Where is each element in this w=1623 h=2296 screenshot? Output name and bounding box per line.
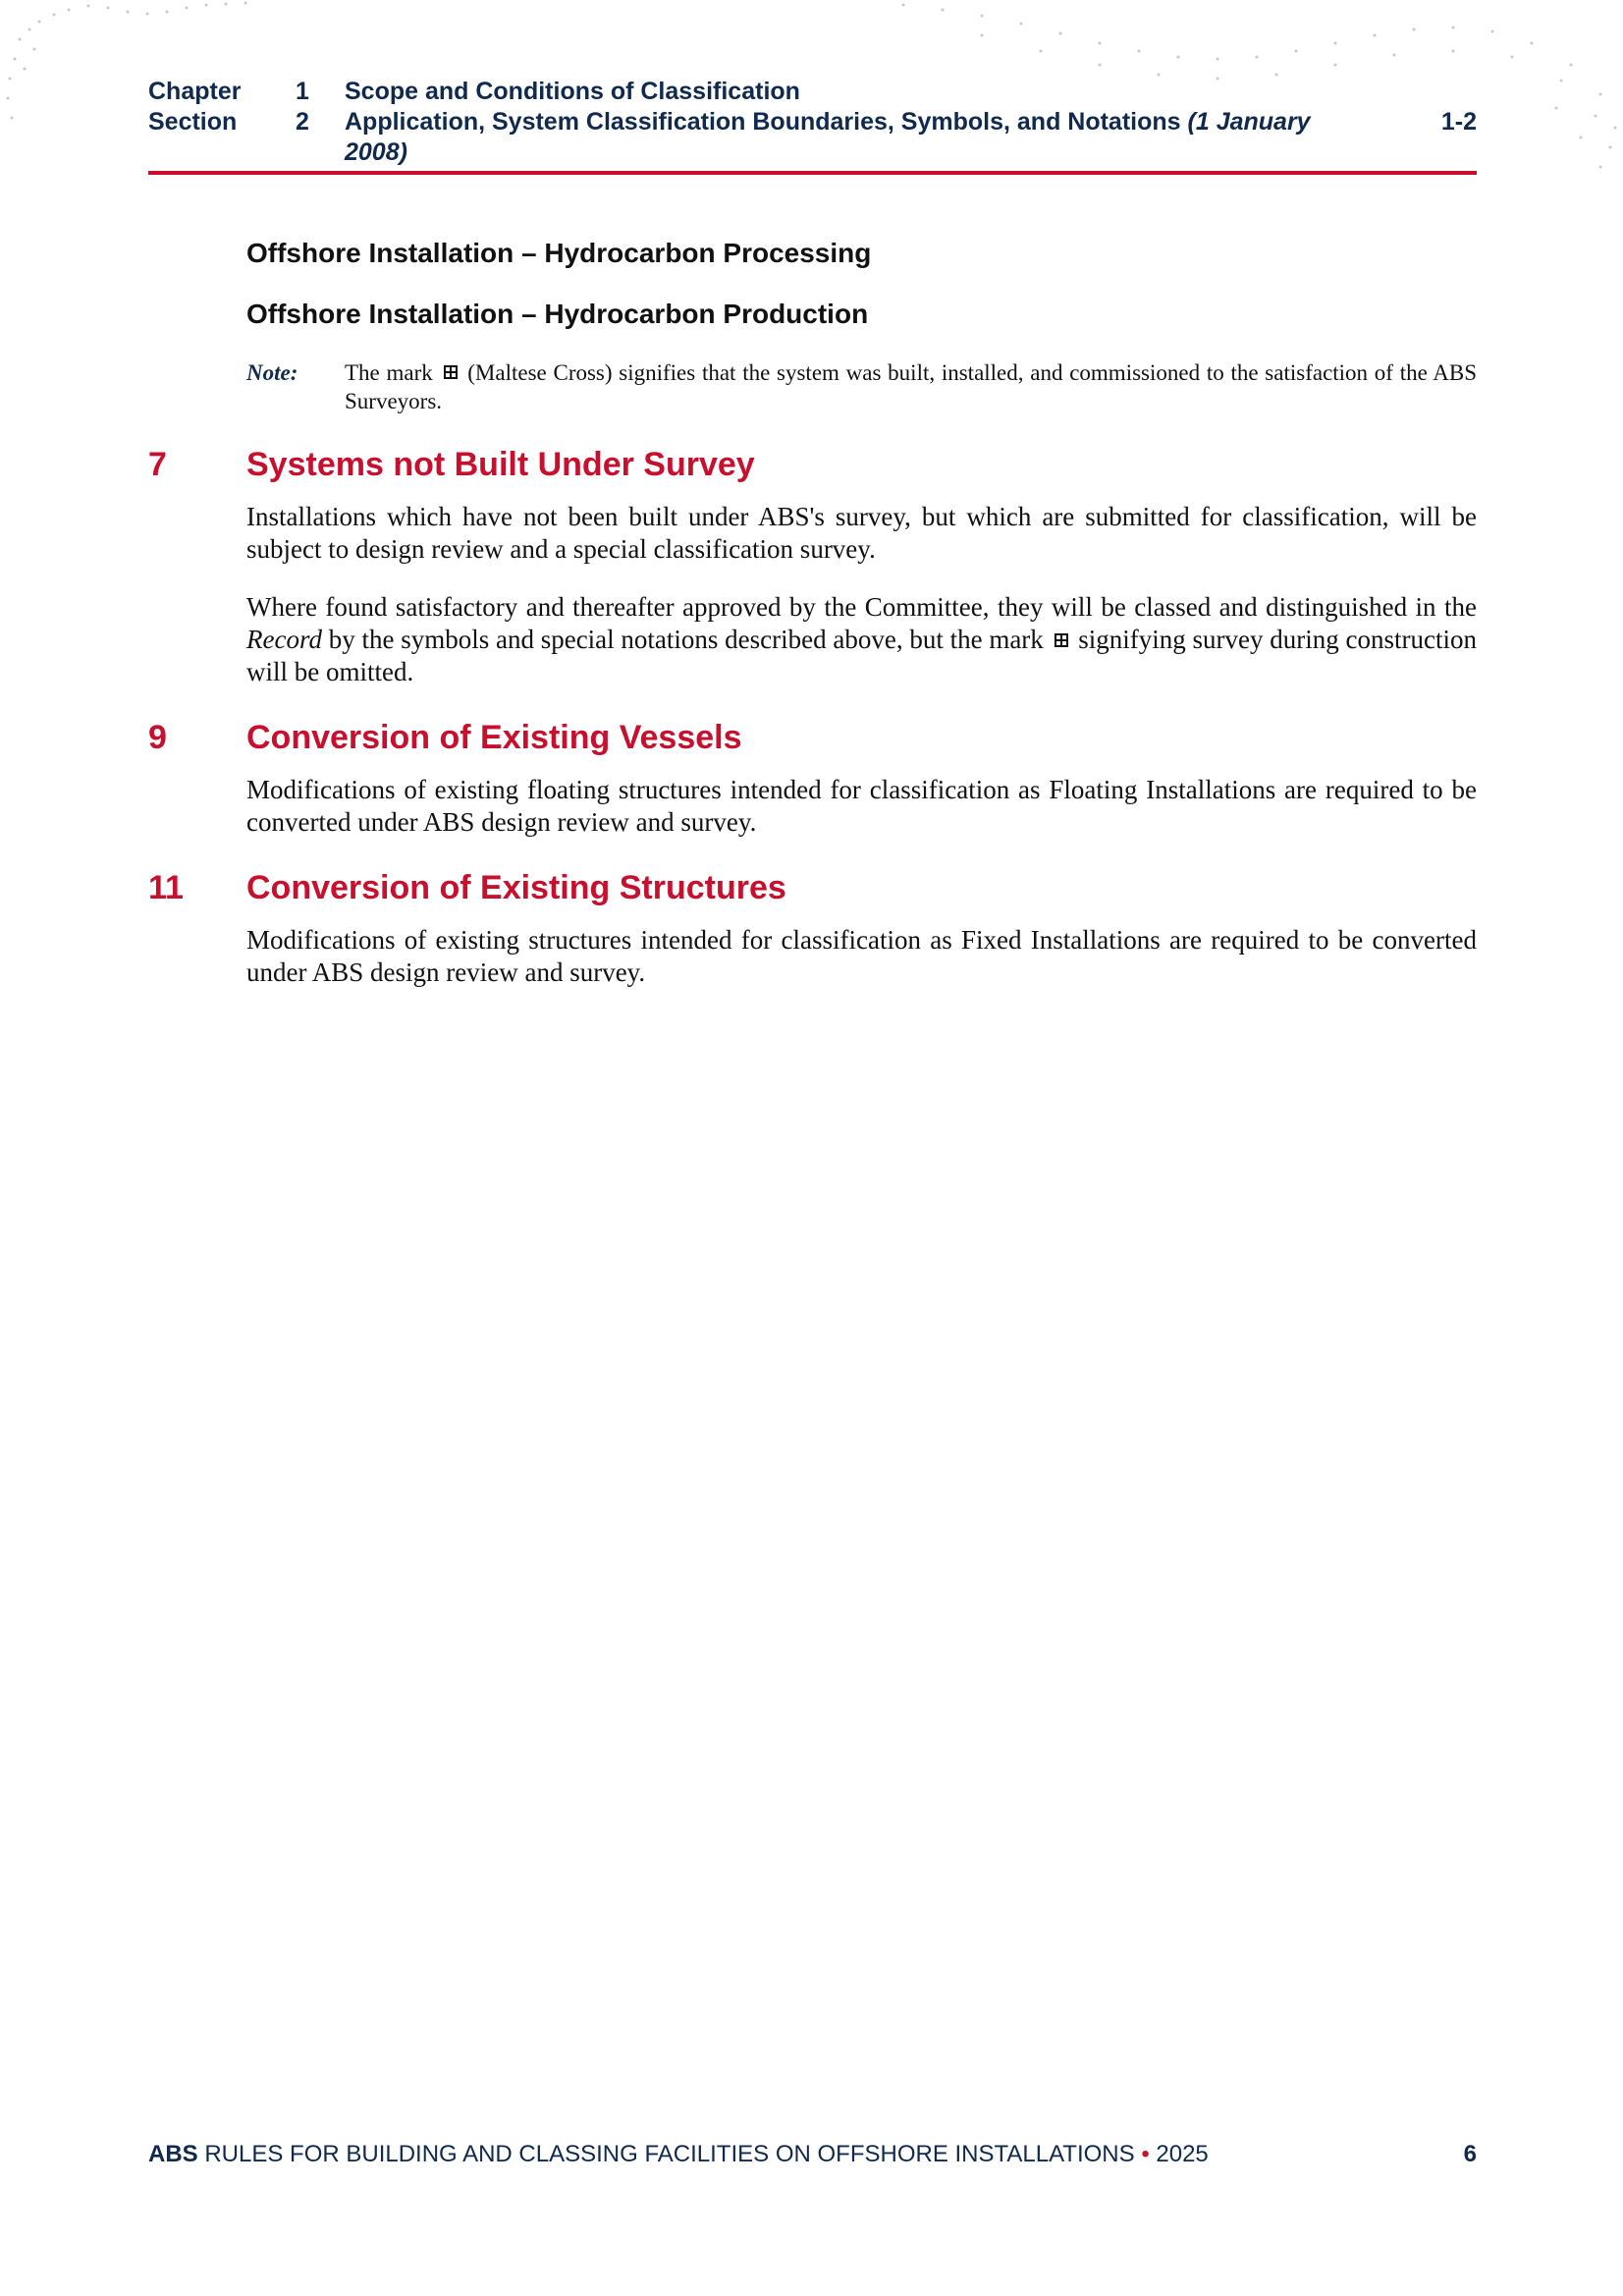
note-block	[246, 358, 1477, 415]
chapter-line	[148, 77, 1477, 107]
record-term: Record	[246, 625, 322, 654]
section-9-number: 9	[148, 719, 167, 756]
chapter-number: 1	[296, 78, 309, 105]
section-number: 2	[296, 108, 309, 136]
section-title-wrap	[345, 107, 1326, 168]
section-line	[148, 107, 1477, 166]
footer-separator: •	[1141, 2141, 1150, 2167]
section-7-p2-part-a: Where found satisfactory and thereafter approved by the Committee, they will be classed and distinguished in the	[246, 592, 1477, 622]
note-label: Note:	[246, 360, 298, 385]
footer-year: 2025	[1156, 2141, 1209, 2167]
page-footer	[148, 2141, 1477, 2168]
footer-title: RULES FOR BUILDING AND CLASSING FACILITIES ON OFFSHORE INSTALLATIONS	[204, 2141, 1135, 2167]
chapter-title: Scope and Conditions of Classification	[345, 78, 800, 105]
section-7-heading	[148, 445, 1477, 484]
section-9	[148, 718, 1477, 839]
chapter-label: Chapter	[148, 78, 242, 105]
section-9-title: Conversion of Existing Vessels	[246, 719, 742, 756]
note-text-end: (Maltese Cross) signifies that the system was built, installed, and commissioned to the satisfaction of the ABS Surveyors.	[345, 360, 1478, 413]
header-divider	[148, 171, 1477, 175]
section-11-title: Conversion of Existing Structures	[246, 869, 786, 906]
section-11-number: 11	[148, 869, 184, 906]
subheading-production: Offshore Installation – Hydrocarbon Production	[246, 299, 869, 329]
footer-brand: ABS	[148, 2141, 198, 2167]
maltese-cross-icon	[444, 365, 458, 379]
section-title: Application, System Classification Boundaries, Symbols, and Notations	[345, 108, 1181, 136]
section-label: Section	[148, 108, 238, 136]
note-text-start: The mark	[345, 360, 433, 385]
section-7-number: 7	[148, 446, 167, 483]
page-body	[148, 236, 1477, 989]
section-7-p2-part-b: by the symbols and special notations described above, but the mark	[328, 625, 1044, 654]
page-reference: 1-2	[1440, 108, 1477, 136]
subheading-processing: Offshore Installation – Hydrocarbon Processing	[246, 238, 872, 268]
page-number: 6	[1463, 2141, 1477, 2167]
section-date: (1 January 2008)	[345, 108, 1311, 166]
section-9-paragraph-1: Modifications of existing floating structures intended for classification as Floating Installations are required to be converted under ABS design review and survey.	[246, 775, 1477, 837]
section-11	[148, 868, 1477, 989]
section-7-paragraph-1: Installations which have not been built under ABS's survey, but which are submitted for classification, will be subject to design review and a special classification survey.	[246, 502, 1477, 564]
maltese-cross-icon	[1055, 633, 1068, 647]
section-7-p2-part-c: signifying survey during construction will be omitted.	[246, 625, 1477, 686]
section-11-heading	[148, 868, 1477, 907]
section-9-heading	[148, 718, 1477, 757]
section-7-paragraph-2	[246, 591, 1477, 688]
section-7-title: Systems not Built Under Survey	[246, 446, 755, 483]
page-header	[148, 77, 1477, 166]
section-11-paragraph-1: Modifications of existing structures intended for classification as Fixed Installations are required to be converted under ABS design review and survey.	[246, 925, 1477, 987]
section-7	[148, 445, 1477, 688]
note-text	[345, 358, 1477, 415]
